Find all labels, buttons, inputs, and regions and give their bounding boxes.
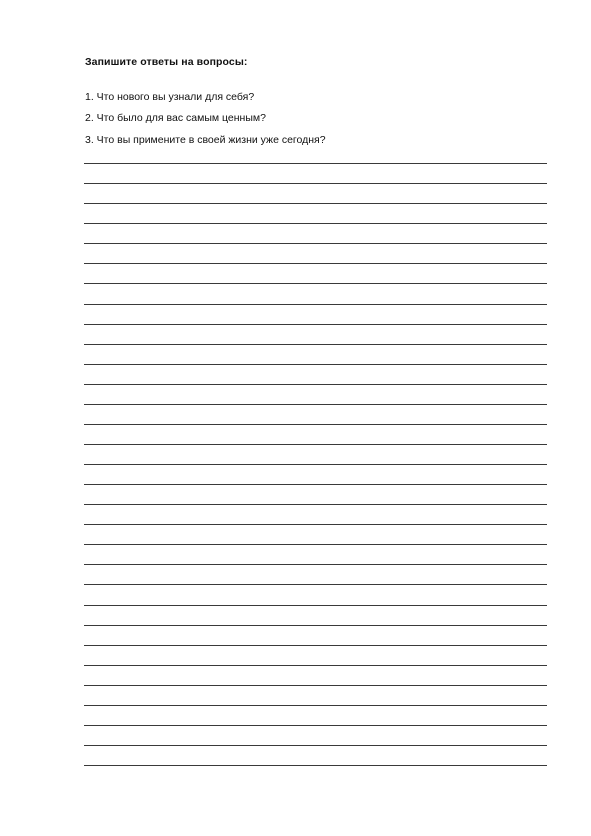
answer-line	[84, 745, 547, 746]
answer-lines-area	[84, 0, 547, 836]
question-1: 1. Что нового вы узнали для себя?	[85, 91, 255, 103]
answer-line	[84, 504, 547, 505]
answer-line	[84, 645, 547, 646]
answer-line	[84, 524, 547, 525]
answer-line	[84, 243, 547, 244]
answer-line	[84, 364, 547, 365]
answer-line	[84, 203, 547, 204]
answer-line	[84, 283, 547, 284]
answer-line	[84, 605, 547, 606]
answer-line	[84, 304, 547, 305]
question-2: 2. Что было для вас самым ценным?	[85, 112, 266, 124]
answer-line	[84, 564, 547, 565]
answer-line	[84, 484, 547, 485]
answer-line	[84, 163, 547, 164]
answer-line	[84, 765, 547, 766]
answer-line	[84, 223, 547, 224]
answer-line	[84, 544, 547, 545]
answer-line	[84, 584, 547, 585]
answer-line	[84, 705, 547, 706]
answer-line	[84, 404, 547, 405]
answer-line	[84, 263, 547, 264]
answer-line	[84, 625, 547, 626]
answer-line	[84, 685, 547, 686]
answer-line	[84, 183, 547, 184]
answer-line	[84, 665, 547, 666]
worksheet-heading: Запишите ответы на вопросы:	[85, 56, 248, 68]
answer-line	[84, 464, 547, 465]
question-3: 3. Что вы примените в своей жизни уже сегодня?	[85, 134, 326, 146]
answer-line	[84, 384, 547, 385]
answer-line	[84, 444, 547, 445]
answer-line	[84, 725, 547, 726]
answer-line	[84, 344, 547, 345]
answer-line	[84, 324, 547, 325]
answer-line	[84, 424, 547, 425]
